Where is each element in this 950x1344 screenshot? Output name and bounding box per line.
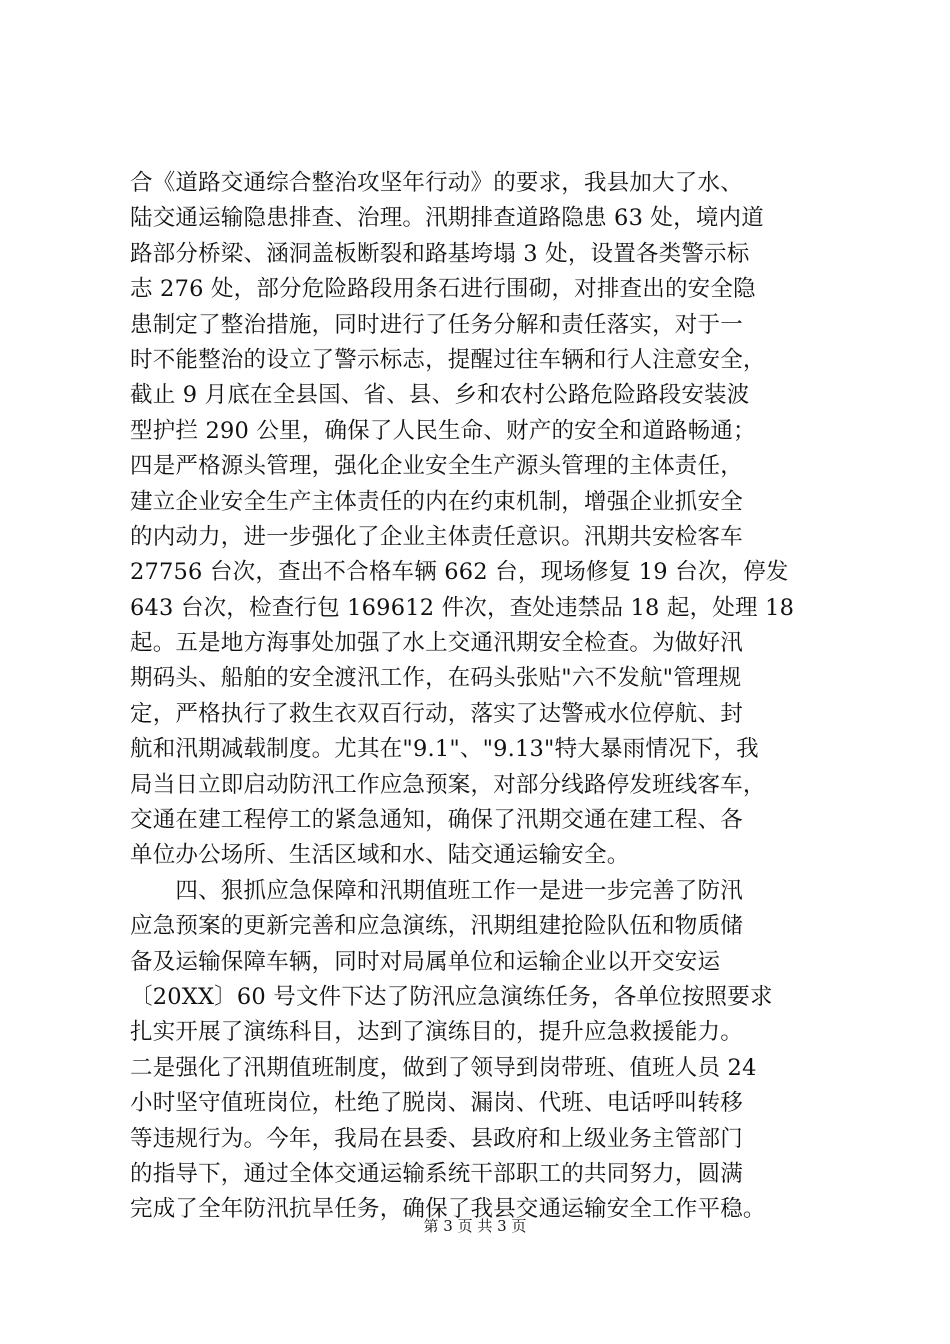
text-line: 等违规行为。今年，我局在县委、县政府和上级业务主管部门 xyxy=(130,1125,743,1152)
document-body xyxy=(130,166,865,1228)
text-line: 二是强化了汛期值班制度，做到了领导到岗带班、值班人员 24 xyxy=(130,1054,757,1081)
text-line: 单位办公场所、生活区域和水、陆交通运输安全。 xyxy=(130,842,630,869)
text-line: 路部分桥梁、涵洞盖板断裂和路基垮塌 3 处，设置各类警示标 xyxy=(130,240,750,267)
text-line: 的内动力，进一步强化了企业主体责任意识。汛期共安检客车 xyxy=(130,523,743,550)
text-line: 局当日立即启动防汛工作应急预案，对部分线路停发班线客车， xyxy=(130,771,766,798)
text-line: 应急预案的更新完善和应急演练，汛期组建抢险队伍和物质储 xyxy=(130,913,743,940)
text-line: 完成了全年防汛抗旱任务，确保了我县交通运输安全工作平稳。 xyxy=(130,1196,766,1223)
text-line: 截止 9 月底在全县国、省、县、乡和农村公路危险路段安装波 xyxy=(130,382,750,409)
text-line: 〔20XX〕60 号文件下达了防汛应急演练任务，各单位按照要求 xyxy=(130,983,773,1010)
text-line: 643 台次，检查行包 169612 件次，查处违禁品 18 起，处理 18 xyxy=(130,594,795,621)
text-line: 起。五是地方海事处加强了水上交通汛期安全检查。为做好汛 xyxy=(130,630,743,657)
text-line: 四、狠抓应急保障和汛期值班工作一是进一步完善了防汛 xyxy=(130,877,743,904)
text-line: 陆交通运输隐患排查、治理。汛期排查道路隐患 63 处，境内道 xyxy=(130,205,764,232)
text-line: 定，严格执行了救生衣双百行动，落实了达警戒水位停航、封 xyxy=(130,700,743,727)
text-line: 志 276 处，部分危险路段用条石进行围砌，对排查出的安全隐 xyxy=(130,276,756,303)
text-line: 扎实开展了演练科目，达到了演练目的，提升应急救援能力。 xyxy=(130,1019,743,1046)
text-line: 建立企业安全生产主体责任的内在约束机制，增强企业抓安全 xyxy=(130,488,743,515)
text-line: 航和汛期减载制度。尤其在"9.1"、"9.13"特大暴雨情况下，我 xyxy=(130,736,759,763)
text-line: 型护拦 290 公里，确保了人民生命、财产的安全和道路畅通； xyxy=(130,417,756,444)
text-line: 四是严格源头管理，强化企业安全生产源头管理的主体责任， xyxy=(130,453,743,480)
text-line: 的指导下，通过全体交通运输系统干部职工的共同努力，圆满 xyxy=(130,1160,743,1187)
text-line: 期码头、船舶的安全渡汛工作，在码头张贴"六不发航"管理规 xyxy=(130,665,742,692)
text-line: 小时坚守值班岗位，杜绝了脱岗、漏岗、代班、电话呼叫转移 xyxy=(130,1090,743,1117)
text-line: 患制定了整治措施，同时进行了任务分解和责任落实，对于一 xyxy=(130,311,743,338)
text-line: 27756 台次，查出不合格车辆 662 台，现场修复 19 台次，停发 xyxy=(130,559,789,586)
text-line: 交通在建工程停工的紧急通知，确保了汛期交通在建工程、各 xyxy=(130,807,743,834)
text-line: 备及运输保障车辆，同时对局属单位和运输企业以开交安运 xyxy=(130,948,721,975)
text-line: 合《道路交通综合整治攻坚年行动》的要求，我县加大了水、 xyxy=(130,170,743,196)
page-footer: 第 3 页 共 3 页 xyxy=(423,1217,527,1235)
text-line: 时不能整治的设立了警示标志，提醒过往车辆和行人注意安全， xyxy=(130,346,766,373)
